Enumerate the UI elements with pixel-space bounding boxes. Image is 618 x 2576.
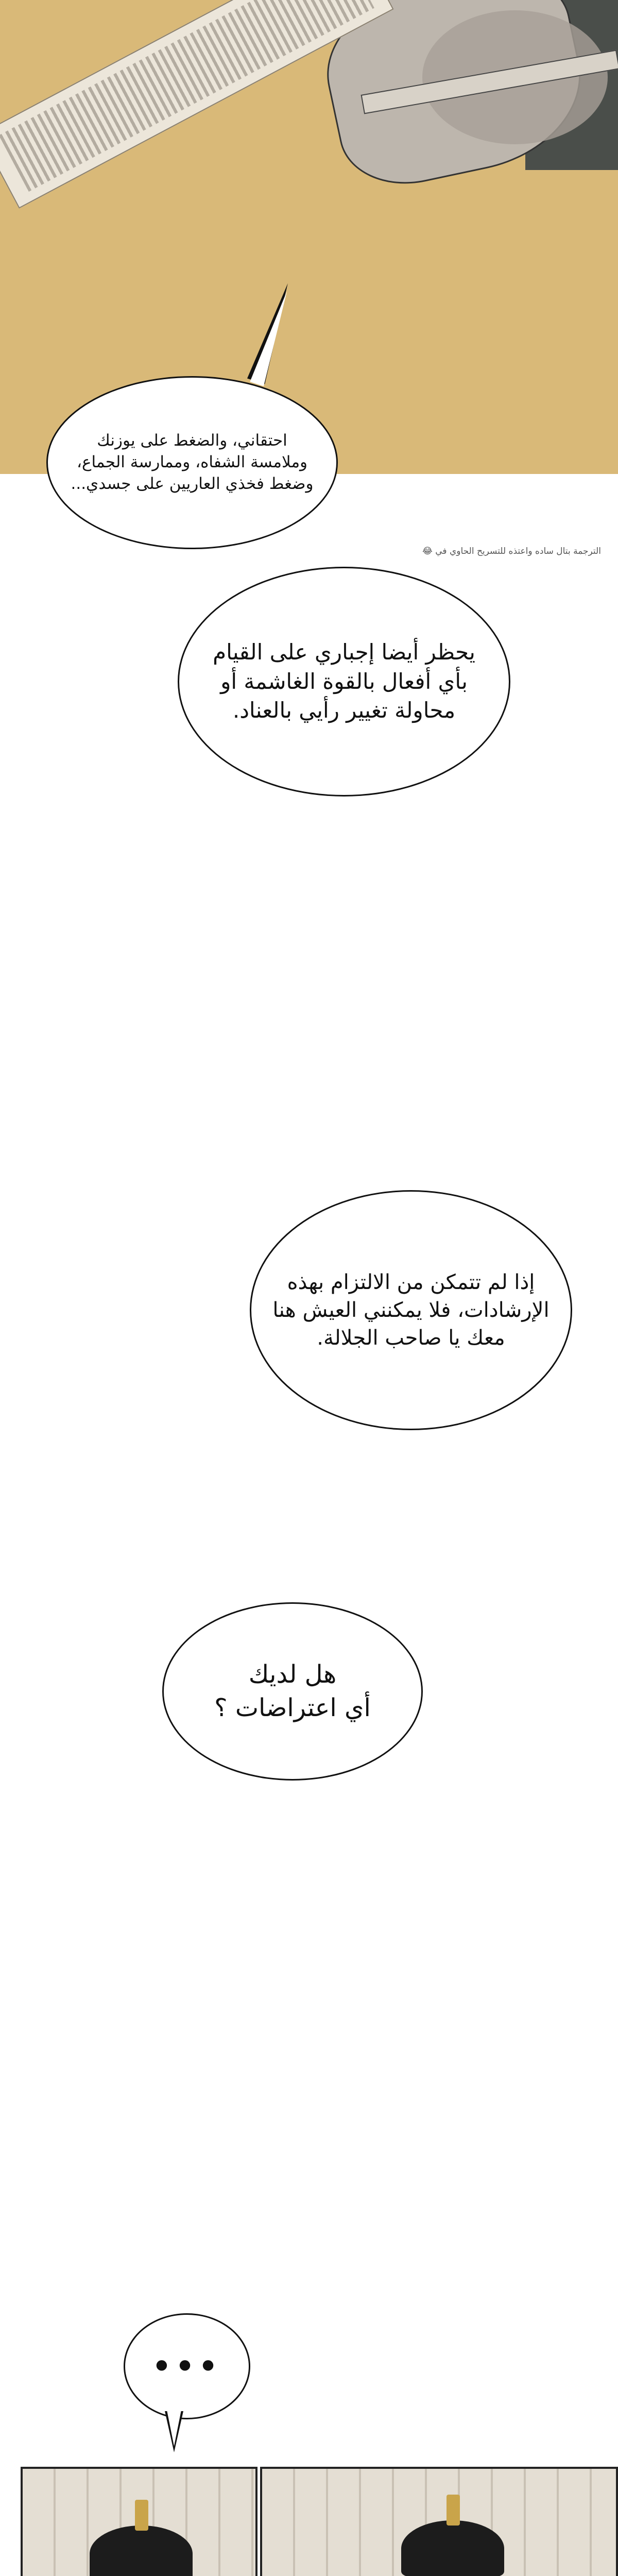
speech-bubble-3-text: إذا لم تتمكن من الالتزام بهذه الإرشادات، فلا يمكنني العيش هنا معك يا صاحب الجلالة.: [272, 1270, 550, 1350]
speech-bubble-1: [46, 376, 338, 549]
speech-bubble-4: [162, 1602, 423, 1781]
speech-bubble-5-tail-fill: [167, 2410, 181, 2446]
speech-bubble-2: [178, 567, 510, 796]
speech-bubble-2-text: يحظر أيضا إجباري على القيام بأي أفعال بالقوة الغاشمة أو محاولة تغيير رأيي بالعناد.: [213, 639, 475, 723]
hat-ornament: [135, 2500, 148, 2531]
translator-credit: الترجمة بتال ساده واعتذه للتسريح الحاوي في 😂: [422, 546, 601, 556]
bottom-panel-right: [260, 2467, 618, 2576]
king-hat: [401, 2520, 504, 2576]
speech-bubble-1-text: احتقاني، والضغط على يوزنك وملامسة الشفاه، وممارسة الجماع، وضغط فخذي العاريين على جسدي...: [71, 431, 314, 493]
speech-bubble-5: [124, 2313, 250, 2419]
bottom-panel-left: [21, 2467, 258, 2576]
speech-bubble-5-text: •••: [152, 2348, 222, 2384]
speech-bubble-4-text: هل لديك أي اعتراضات ؟: [214, 1660, 371, 1722]
speech-bubble-3: [250, 1190, 572, 1430]
hat-ornament: [447, 2495, 460, 2526]
